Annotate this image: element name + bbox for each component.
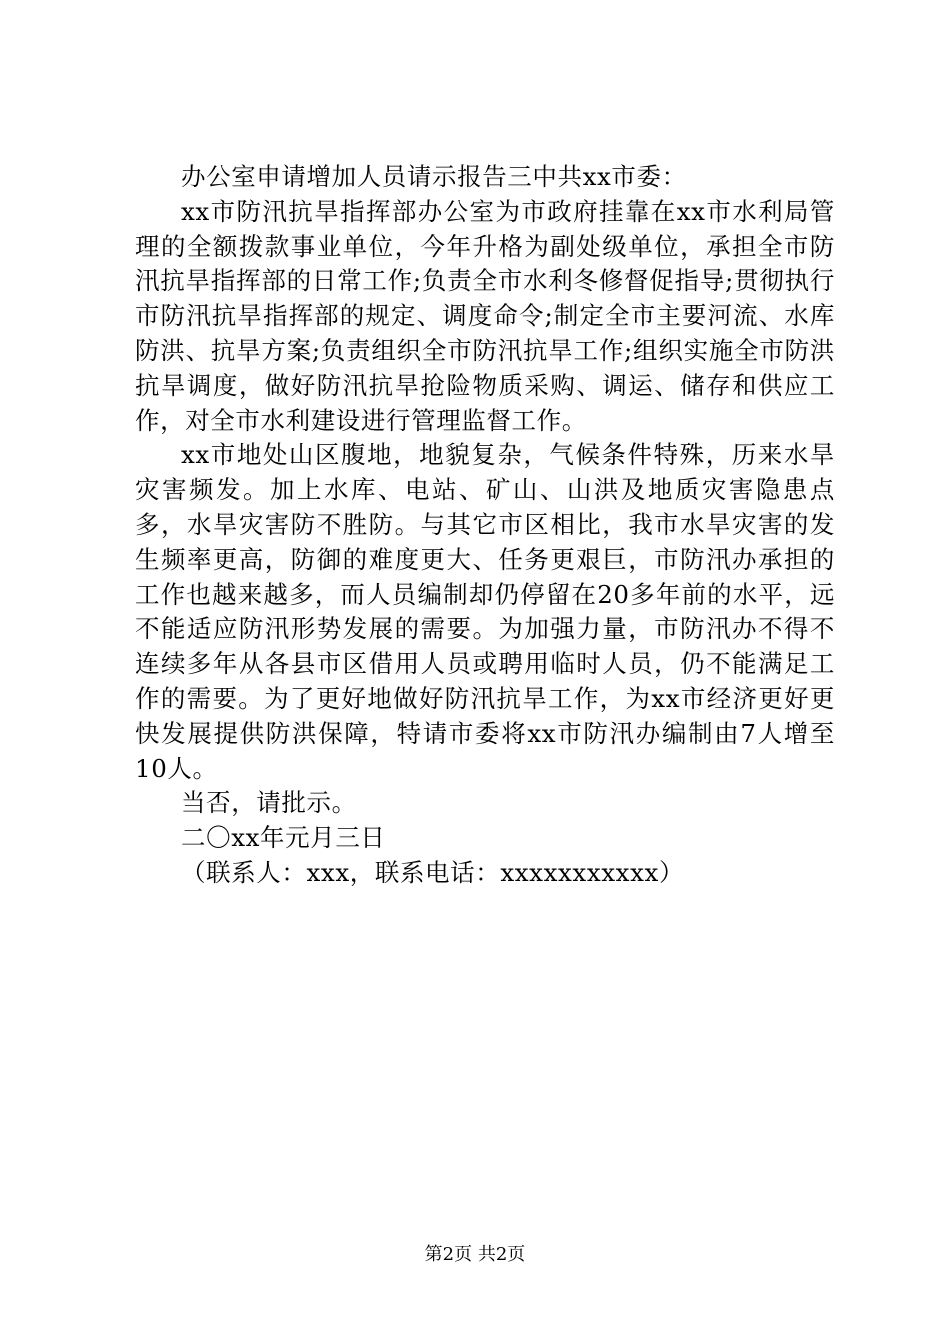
contact-info: （联系人：xxx，联系电话：xxxxxxxxxxx）	[181, 857, 685, 887]
document-heading-line: 办公室申请增加人员请示报告三中共xx市委：	[181, 162, 687, 191]
closing-request: 当否，请批示。	[181, 788, 357, 818]
document-date: 二〇xx年元月三日	[181, 823, 386, 853]
page-number-footer: 第2页 共2页	[424, 1244, 526, 1265]
paragraph-staffing-request: xx市地处山区腹地，地貌复杂，气候条件特殊，历来水旱灾害频发。加上水库、电站、矿山、山洪及地质灾害隐患点多，水旱灾害防不胜防。与其它市区相比，我市水旱灾害的发生频率更高，防御的难度更大、任务更艰巨，市防汛办承担的工作也越来越多，而人员编制却仍停留在20多年前的水平，远不能适应防汛形势发展的需要。为加强力量，市防汛办不得不连续多年从各县市区借用人员或聘用临时人员，仍不能满足工作的需要。为了更好地做好防汛抗旱工作，为xx市经济更好更快发展提供防洪保障，特请市委将xx市防汛办编制由7人增至10人。	[135, 440, 835, 783]
paragraph-office-duties: xx市防汛抗旱指挥部办公室为市政府挂靠在xx市水利局管理的全额拨款事业单位，今年升格为副处级单位，承担全市防汛抗旱指挥部的日常工作;负责全市水利冬修督促指导;贯彻执行市防汛抗旱指挥部的规定、调度命令;制定全市主要河流、水库防洪、抗旱方案;负责组织全市防汛抗旱工作;组织实施全市防洪抗旱调度，做好防汛抗旱抢险物质采购、调运、储存和供应工作，对全市水利建设进行管理监督工作。	[135, 196, 835, 435]
document-body	[135, 160, 835, 891]
